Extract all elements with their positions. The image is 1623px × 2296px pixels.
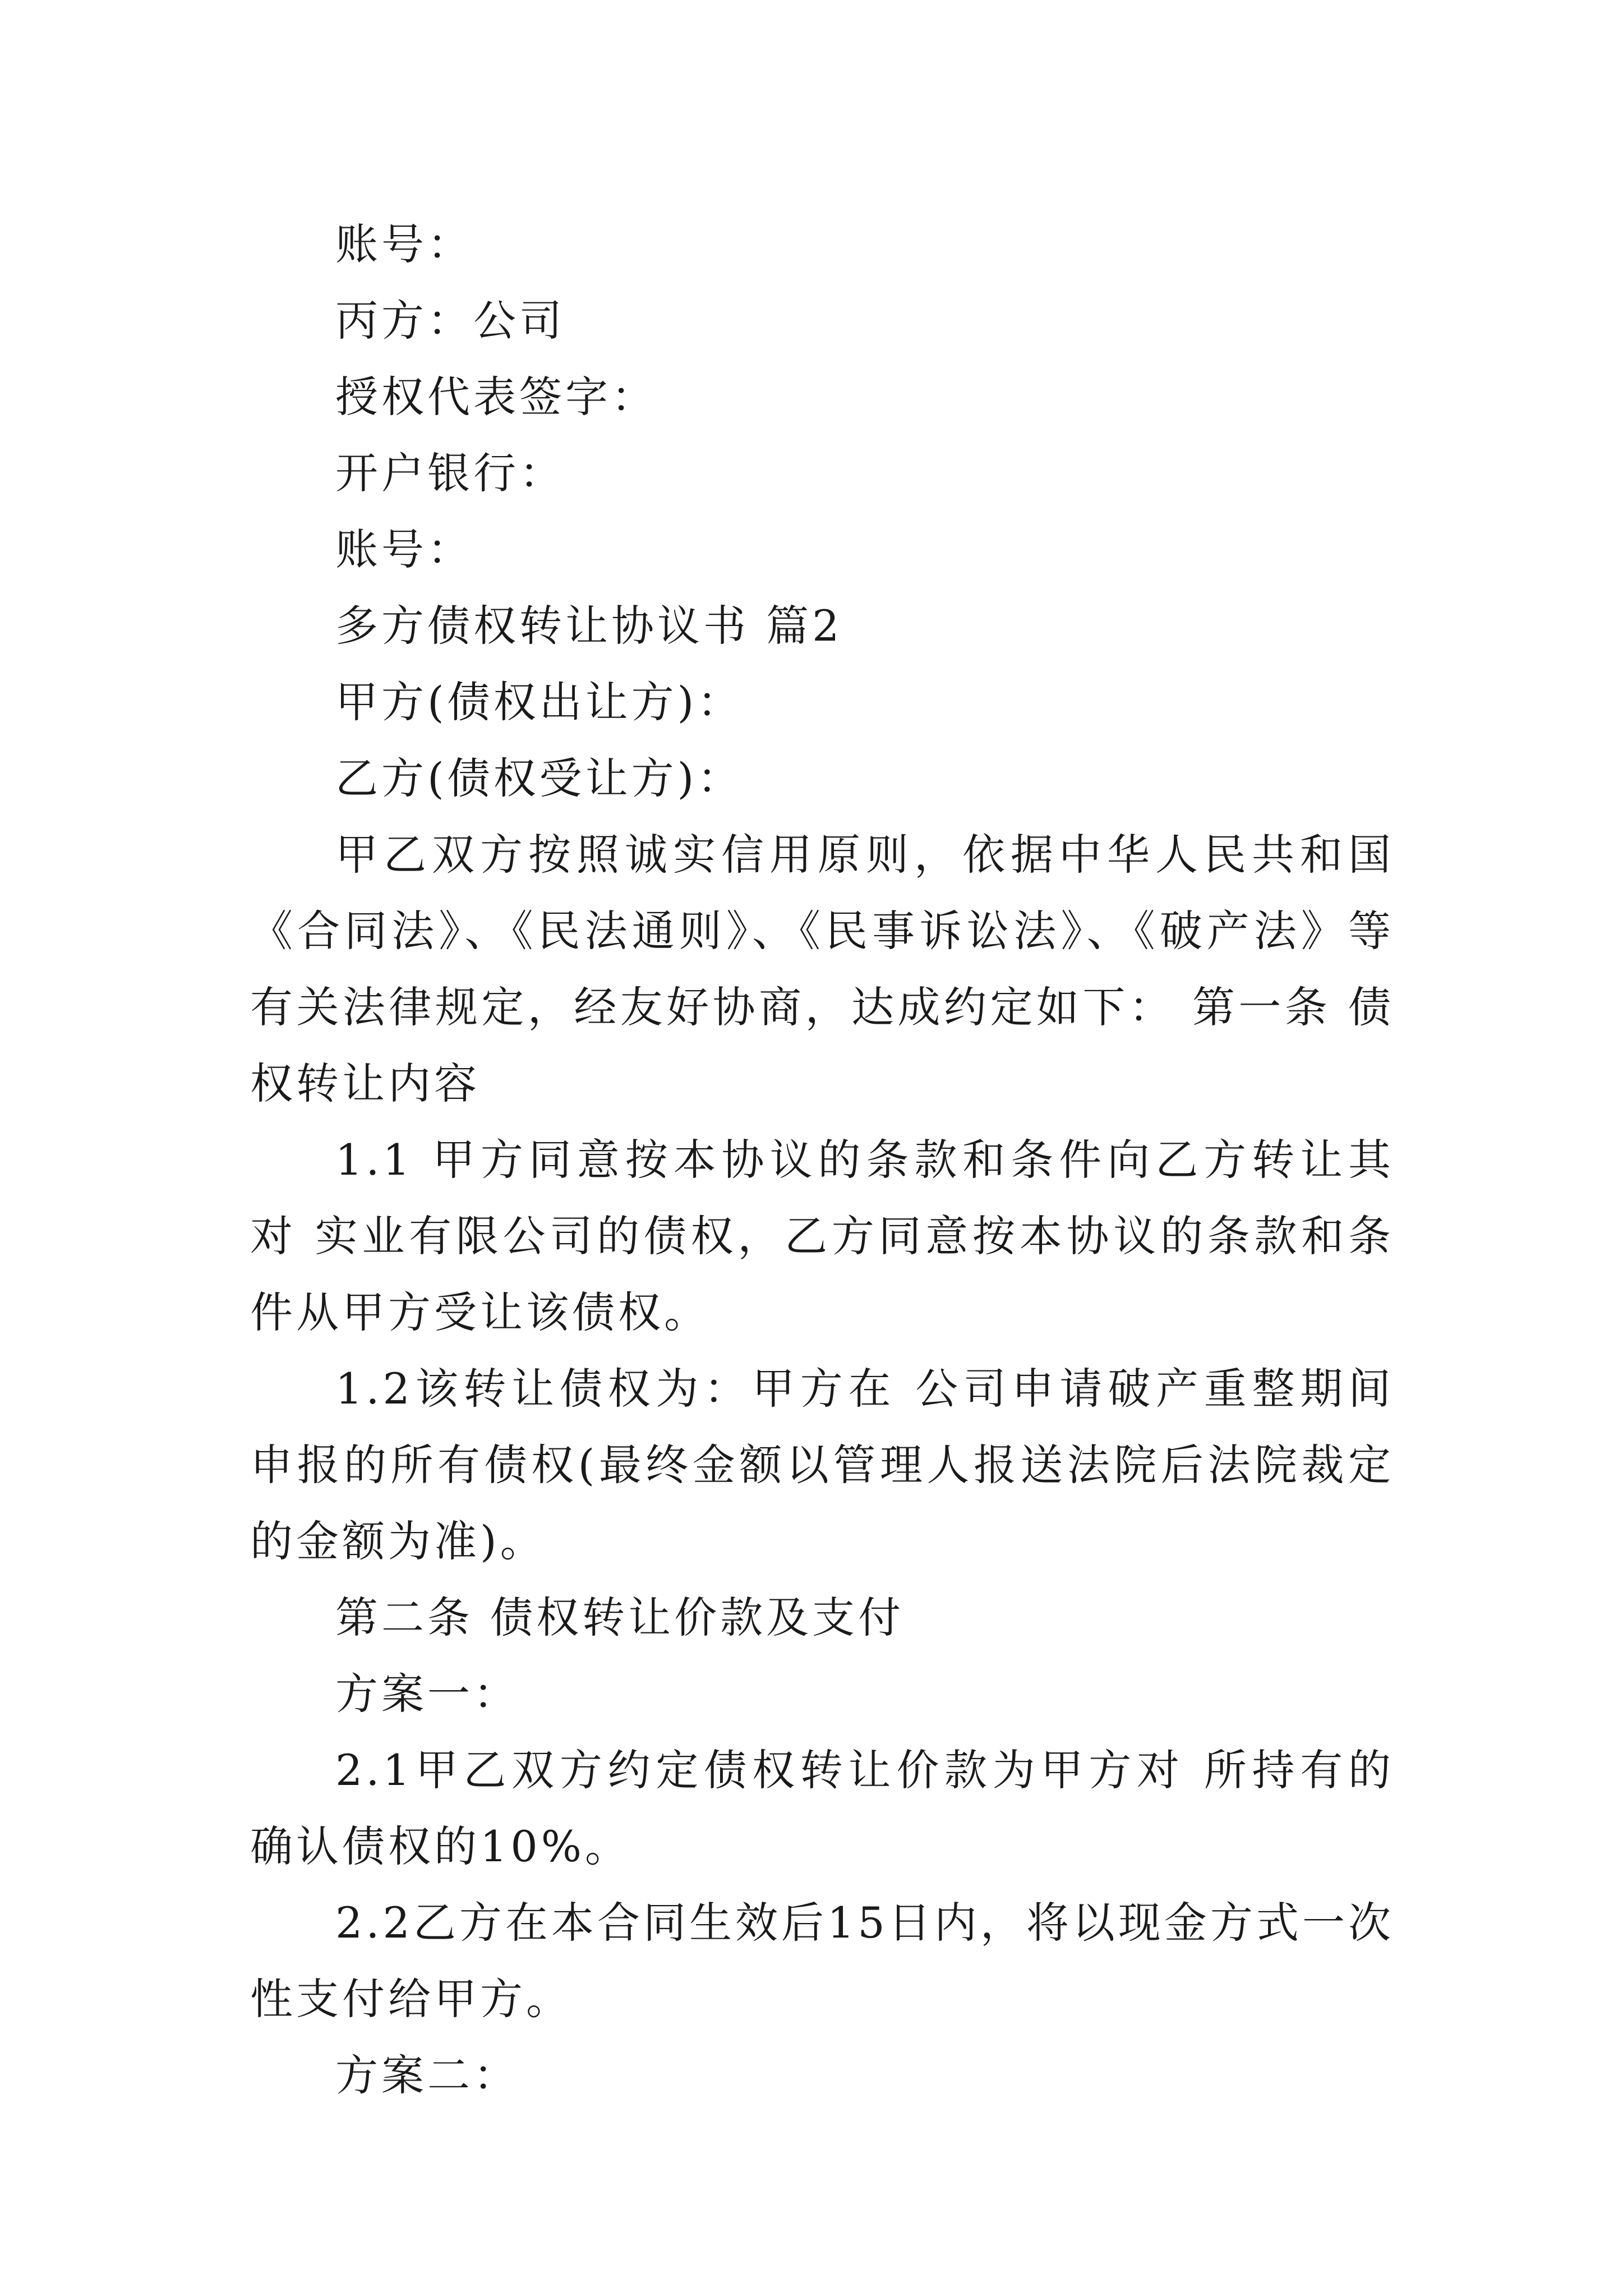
party-c-label: 丙方：公司 (335, 296, 565, 346)
clause-1-2: 1.2该转让债权为：甲方在 公司申请破产重整期间申报的所有债权(最终金额以管理人报送法院后法院裁定的金额为准)。 (250, 1364, 1394, 1566)
plan-2-title: 方案二： (335, 2050, 519, 2100)
bank-label: 开户银行： (335, 448, 565, 498)
plan-1-title: 方案一： (335, 1669, 519, 1719)
preamble-paragraph: 甲乙双方按照诚实信用原则，依据中华人民共和国《合同法》、《民法通则》、《民事诉讼法》、《破产法》等有关法律规定，经友好协商，达成约定如下： 第一条 债权转让内容 (250, 830, 1394, 1108)
document-body (250, 206, 1394, 2114)
authorized-signature-label: 授权代表签字： (335, 372, 657, 422)
clause-2-1: 2.1甲乙双方约定债权转让价款为甲方对 所持有的确认债权的10%。 (250, 1745, 1394, 1871)
party-b-account-label: 账号： (335, 219, 473, 269)
clause-1-1: 1.1 甲方同意按本协议的条款和条件向乙方转让其对 实业有限公司的债权，乙方同意按本协议的条款和条件从甲方受让该债权。 (250, 1135, 1394, 1337)
party-b-label: 乙方(债权受让方)： (335, 753, 744, 803)
section-heading: 多方债权转让协议书 篇2 (335, 601, 843, 651)
party-a-label: 甲方(债权出让方)： (335, 677, 744, 727)
article-2-title: 第二条 债权转让价款及支付 (335, 1593, 905, 1642)
party-c-account-label: 账号： (335, 524, 473, 574)
clause-2-2: 2.2乙方在本合同生效后15日内，将以现金方式一次性支付给甲方。 (250, 1898, 1394, 2024)
